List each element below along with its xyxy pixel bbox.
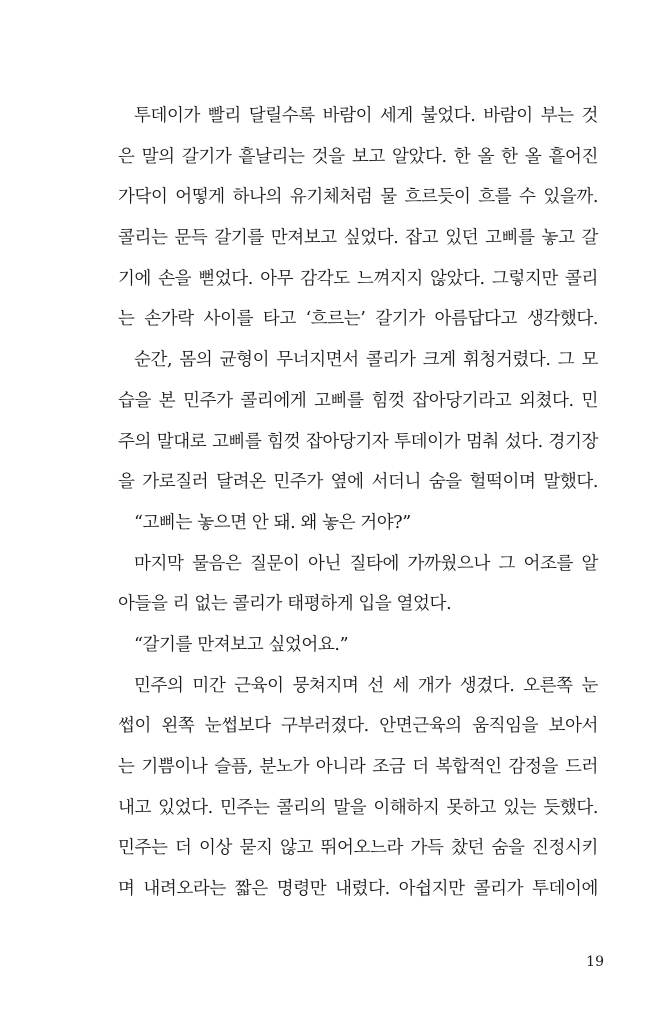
text-line: 내고 있었다. 민주는 콜리의 말을 이해하지 못하고 있는 듯했다. xyxy=(118,797,598,818)
text-line: “고삐는 놓으면 안 돼. 왜 놓은 거야?” xyxy=(134,512,411,533)
text-line: 투데이가 빨리 달릴수록 바람이 세게 불었다. 바람이 부는 것 xyxy=(134,106,598,126)
text-line: 콜리는 문득 갈기를 만져보고 싶었다. 잡고 있던 고삐를 놓고 갈 xyxy=(118,228,598,249)
text-line: 는 기쁨이나 슬픔, 분노가 아니라 조금 더 복합적인 감정을 드러 xyxy=(118,757,598,777)
text-line: 민주의 미간 근육이 뭉쳐지며 선 세 개가 생겼다. 오른쪽 눈 xyxy=(134,675,598,696)
text-line: 순간, 몸의 균형이 무너지면서 콜리가 크게 휘청거렸다. 그 모 xyxy=(134,350,598,371)
page-number: 19 xyxy=(586,954,604,970)
text-line: 민주는 더 이상 묻지 않고 뛰어오느라 가득 찼던 숨을 진정시키 xyxy=(118,838,598,859)
text-line: 썹이 왼쪽 눈썹보다 구부러졌다. 안면근육의 움직임을 보아서 xyxy=(118,716,598,737)
text-line: 주의 말대로 고삐를 힘껏 잡아당기자 투데이가 멈춰 섰다. 경기장 xyxy=(118,431,598,452)
text-line: 습을 본 민주가 콜리에게 고삐를 힘껏 잡아당기라고 외쳤다. 민 xyxy=(118,390,598,411)
text-line: 가닥이 어떻게 하나의 유기체처럼 물 흐르듯이 흐를 수 있을까. xyxy=(118,187,598,208)
text-line: 기에 손을 뻗었다. 아무 감각도 느껴지지 않았다. 그렇지만 콜리 xyxy=(118,268,598,289)
text-line: 아들을 리 없는 콜리가 태평하게 입을 열었다. xyxy=(118,594,452,615)
text-line: 마지막 물음은 질문이 아닌 질타에 가까웠으나 그 어조를 알 xyxy=(134,553,598,574)
body-text xyxy=(118,96,598,910)
text-line: 을 가로질러 달려온 민주가 옆에 서더니 숨을 헐떡이며 말했다. xyxy=(118,472,598,493)
text-line: 는 손가락 사이를 타고 ‘흐르는’ 갈기가 아름답다고 생각했다. xyxy=(118,309,598,330)
text-line: 며 내려오라는 짧은 명령만 내렸다. 아쉽지만 콜리가 투데이에 xyxy=(118,879,598,900)
text-line: 은 말의 갈기가 흩날리는 것을 보고 알았다. 한 올 한 올 흩어진 xyxy=(118,146,598,167)
text-line: “갈기를 만져보고 싶었어요.” xyxy=(134,634,349,655)
